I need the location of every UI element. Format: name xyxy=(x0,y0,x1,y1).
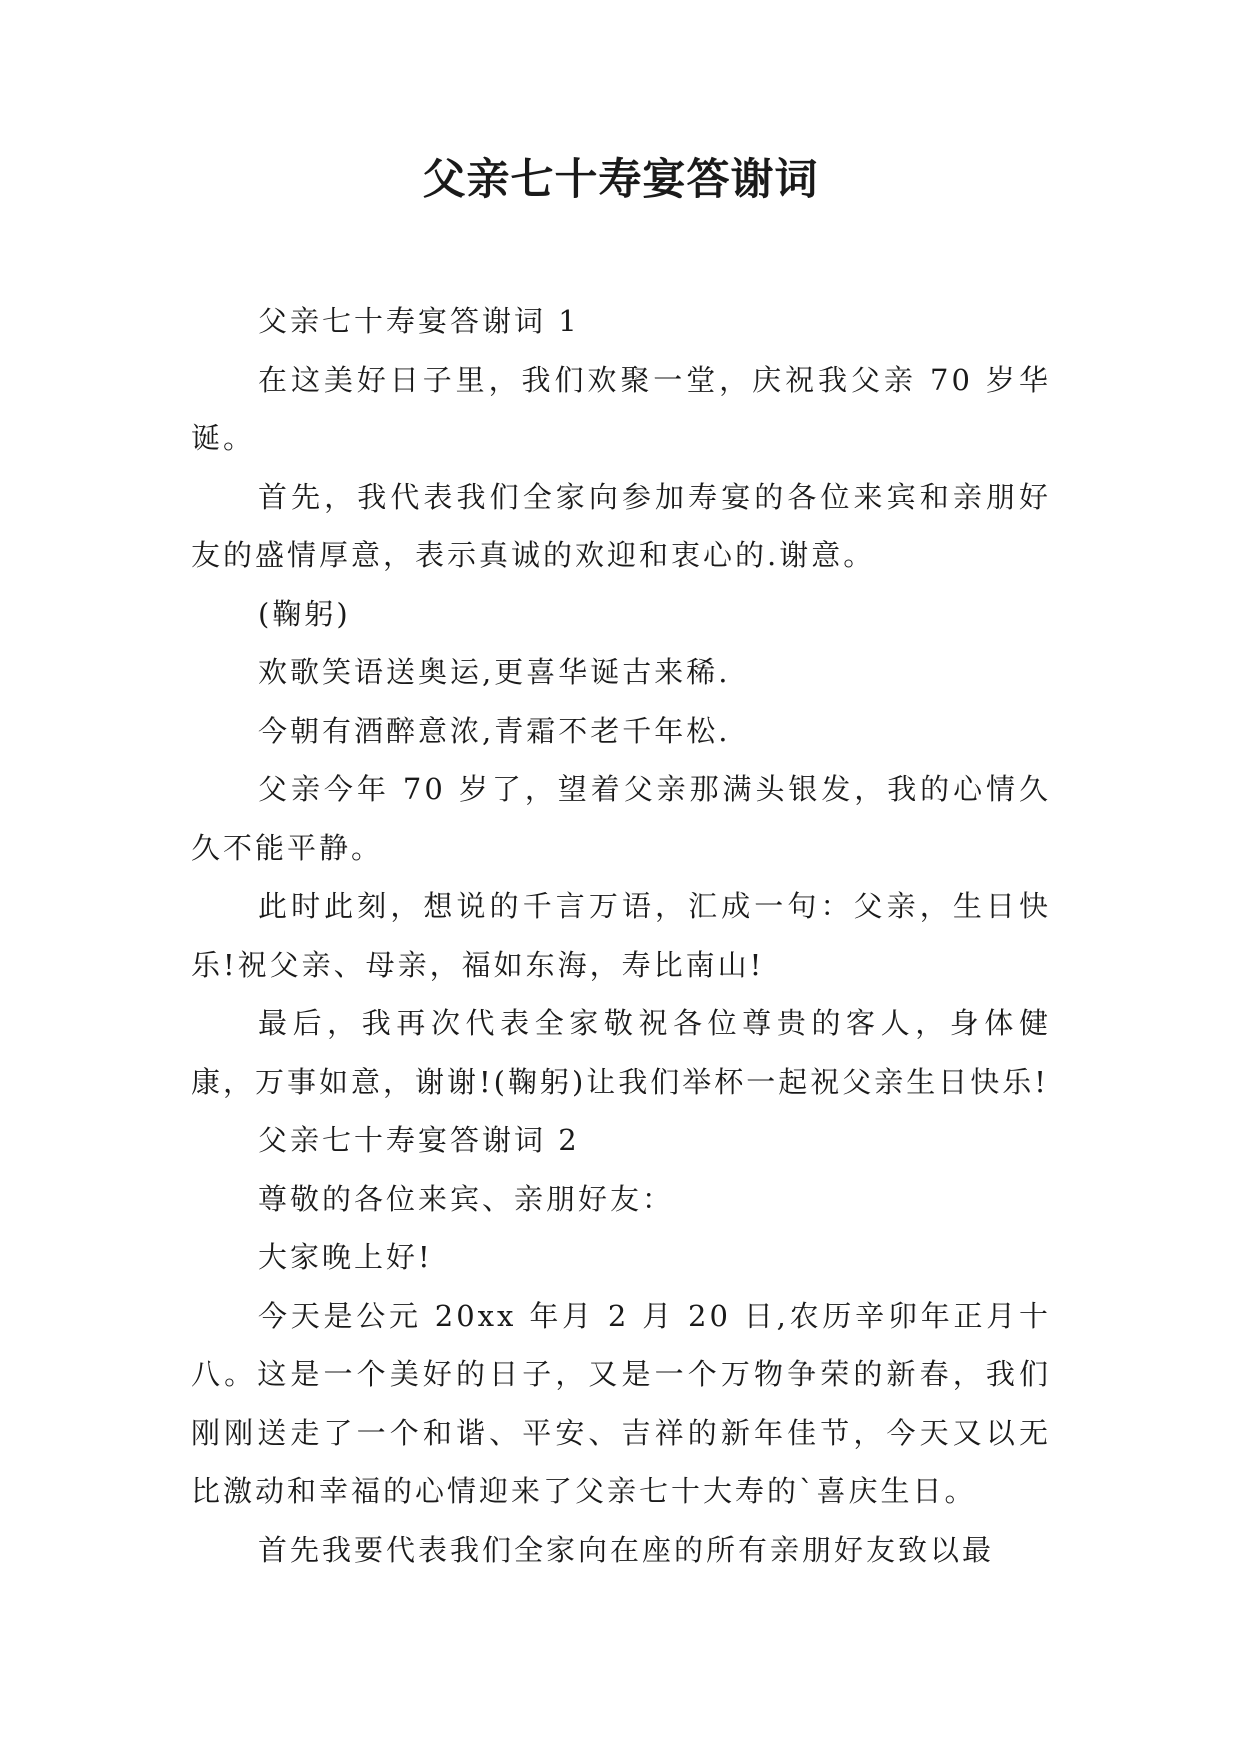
paragraph-salutation: 尊敬的各位来宾、亲朋好友： xyxy=(258,1181,675,1216)
paragraph: 在这美好日子里，我们欢聚一堂，庆祝我父亲 70 岁华诞。 xyxy=(191,362,1051,455)
paragraph: 最后，我再次代表全家敬祝各位尊贵的客人，身体健康，万事如意，谢谢!(鞠躬)让我们举杯一起祝父亲生日快乐! xyxy=(191,1006,1051,1099)
paragraph-verse: 欢歌笑语送奥运,更喜华诞古来稀. xyxy=(258,655,731,689)
paragraph-verse: 今朝有酒醉意浓,青霜不老千年松. xyxy=(258,713,731,748)
paragraph-section-heading-2: 父亲七十寿宴答谢词 2 xyxy=(258,1123,580,1157)
paragraph: 首先我要代表我们全家向在座的所有亲朋好友致以最 xyxy=(258,1532,995,1567)
paragraph: 此时此刻，想说的千言万语，汇成一句：父亲，生日快乐!祝父亲、母亲，福如东海，寿比南山! xyxy=(191,889,1051,982)
paragraph: 今天是公元 20xx 年月 2 月 20 日,农历辛卯年正月十八。这是一个美好的日子，又是一个万物争荣的新春，我们刚刚送走了一个和谐、平安、吉祥的新年佳节，今天又以无比激动和幸福的心情迎来了父亲七十大寿的`喜庆生日。 xyxy=(191,1298,1051,1508)
paragraph: 父亲今年 70 岁了，望着父亲那满头银发，我的心情久久不能平静。 xyxy=(191,772,1051,865)
document-title: 父亲七十寿宴答谢词 xyxy=(422,155,819,205)
document-body xyxy=(191,292,1051,1579)
paragraph: (鞠躬) xyxy=(258,596,351,631)
paragraph: 首先，我代表我们全家向参加寿宴的各位来宾和亲朋好友的盛情厚意，表示真诚的欢迎和衷心的.谢意。 xyxy=(191,479,1051,572)
paragraph-greeting: 大家晚上好! xyxy=(258,1240,433,1274)
paragraph-section-heading-1: 父亲七十寿宴答谢词 1 xyxy=(258,304,580,338)
